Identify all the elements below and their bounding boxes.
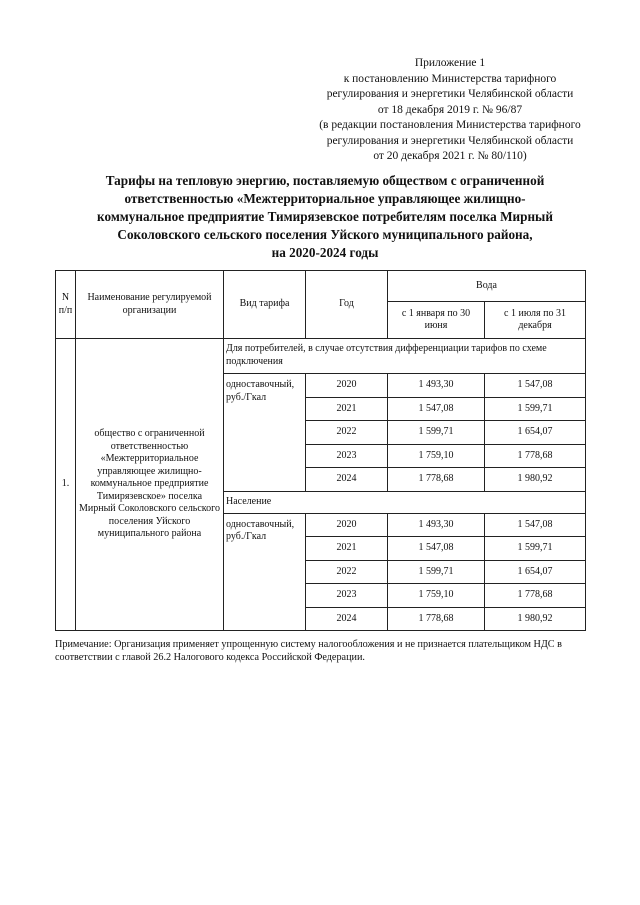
- header-num: N п/п: [56, 271, 76, 339]
- value-cell: 1 493,30: [388, 513, 485, 537]
- tariff-table: [55, 270, 586, 631]
- year-cell: 2021: [306, 397, 388, 421]
- value-cell: 1 778,68: [388, 607, 485, 631]
- value-cell: 1 759,10: [388, 584, 485, 608]
- title-line: Тарифы на тепловую энергию, поставляемую обществом с ограниченной: [105, 173, 545, 188]
- year-cell: 2021: [306, 537, 388, 561]
- value-cell: 1 654,07: [485, 421, 586, 445]
- header-org: Наименование регулируемой организации: [76, 271, 224, 339]
- year-cell: 2020: [306, 374, 388, 398]
- year-cell: 2022: [306, 421, 388, 445]
- appendix-line: (в редакции постановления Министерства тарифного: [319, 119, 581, 131]
- appendix-line: к постановлению Министерства тарифного: [343, 72, 557, 85]
- document-title: [60, 172, 590, 262]
- header-period-2: с 1 июля по 31 декабря: [485, 302, 586, 339]
- appendix-line: от 20 декабря 2021 г. № 80/110): [373, 150, 527, 162]
- value-cell: 1 654,07: [485, 560, 586, 584]
- value-cell: 1 778,68: [485, 584, 586, 608]
- year-cell: 2024: [306, 468, 388, 492]
- organization-name: общество с ограниченной ответственностью «Межтерриториальное управляющее жилищно-коммунальное предприятие Тимирязевское» поселка Мирный Соколовского сельского поселения Уйского муниципального района: [76, 339, 224, 631]
- appendix-line: регулирования и энергетики Челябинской области: [326, 88, 574, 100]
- group-label-row: [56, 339, 586, 374]
- appendix-line: от 18 декабря 2019 г. № 96/87: [377, 103, 523, 116]
- header-year: Год: [306, 271, 388, 339]
- appendix-line: Приложение 1: [414, 57, 486, 69]
- value-cell: 1 599,71: [485, 397, 586, 421]
- title-line: Соколовского сельского поселения Уйского муниципального района,: [117, 227, 533, 242]
- header-water: Вода: [388, 271, 586, 302]
- title-line: на 2020-2024 годы: [271, 245, 379, 260]
- footnote: Примечание: Организация применяет упрощенную систему налогообложения и не признается плательщиком НДС в соответствии с главой 26.2 Налогового кодекса Российской Федерации.: [55, 639, 562, 663]
- appendix-line: регулирования и энергетики Челябинской области: [326, 134, 574, 147]
- year-cell: 2023: [306, 444, 388, 468]
- group-label: Население: [224, 491, 586, 513]
- value-cell: 1 980,92: [485, 607, 586, 631]
- year-cell: 2024: [306, 607, 388, 631]
- title-line: ответственностью «Межтерриториальное управляющее жилищно-: [124, 191, 526, 206]
- row-number: 1.: [56, 339, 76, 631]
- header-row: [56, 271, 586, 302]
- year-cell: 2020: [306, 513, 388, 537]
- value-cell: 1 980,92: [485, 468, 586, 492]
- value-cell: 1 599,71: [388, 421, 485, 445]
- header-tariff-type: Вид тарифа: [224, 271, 306, 339]
- value-cell: 1 493,30: [388, 374, 485, 398]
- value-cell: 1 547,08: [388, 537, 485, 561]
- value-cell: 1 778,68: [485, 444, 586, 468]
- title-line: коммунальное предприятие Тимирязевское потребителям поселка Мирный: [97, 209, 553, 224]
- year-cell: 2022: [306, 560, 388, 584]
- tariff-type: одноставочный, руб./Гкал: [224, 374, 306, 492]
- value-cell: 1 547,08: [485, 513, 586, 537]
- value-cell: 1 547,08: [485, 374, 586, 398]
- value-cell: 1 599,71: [388, 560, 485, 584]
- value-cell: 1 778,68: [388, 468, 485, 492]
- group-label: Для потребителей, в случае отсутствия дифференциации тарифов по схеме подключения: [224, 339, 586, 374]
- tariff-type: одноставочный, руб./Гкал: [224, 513, 306, 631]
- appendix-header: [300, 56, 600, 165]
- year-cell: 2023: [306, 584, 388, 608]
- value-cell: 1 759,10: [388, 444, 485, 468]
- value-cell: 1 599,71: [485, 537, 586, 561]
- header-period-1: с 1 января по 30 июня: [388, 302, 485, 339]
- value-cell: 1 547,08: [388, 397, 485, 421]
